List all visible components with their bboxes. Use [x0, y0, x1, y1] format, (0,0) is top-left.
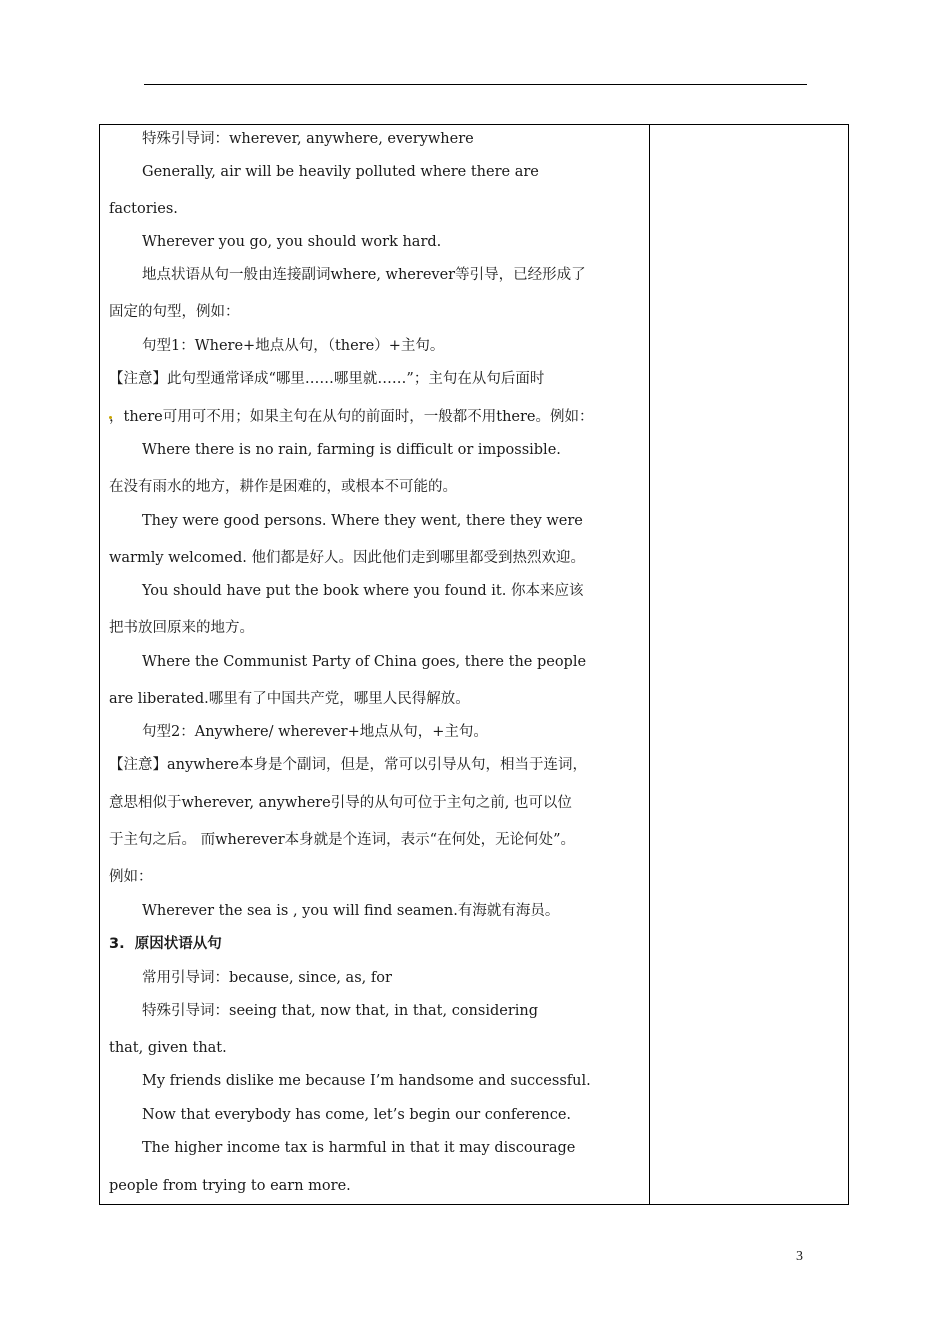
- text-line: 在没有雨水的地方，耕作是困难的，或根本不可能的。: [109, 479, 457, 495]
- page-number: 3: [796, 1249, 803, 1264]
- column-divider: [649, 125, 650, 1204]
- text-line: 于主句之后。 而wherever本身就是个连词，表示“在何处，无论何处”。: [109, 832, 575, 848]
- text-line: people from trying to earn more.: [109, 1178, 351, 1194]
- text-line: 常用引导词：because, since, as, for: [142, 970, 392, 986]
- text-line: Now that everybody has come, let’s begin our conference.: [142, 1107, 572, 1123]
- text-line: 地点状语从句一般由连接副词where, wherever等引导，已经形成了: [142, 267, 586, 283]
- text-line: The higher income tax is harmful in that it may discourage: [142, 1140, 576, 1156]
- text-line: 句型1：Where+地点从句，（there）+主句。: [142, 338, 445, 354]
- text-line: Where the Communist Party of China goes, there the people: [142, 654, 587, 670]
- text-line: warmly welcomed. 他们都是好人。因此他们走到哪里都受到热烈欢迎。: [109, 550, 585, 566]
- text-line: 【注意】anywhere本身是个副词，但是，常可以引导从句，相当于连词，: [109, 757, 588, 773]
- text-line: Where there is no rain, farming is difficult or impossible.: [142, 442, 561, 458]
- text-line: 把书放回原来的地方。: [109, 620, 254, 636]
- text-line: 例如：: [109, 869, 153, 885]
- text-line: Generally, air will be heavily polluted where there are: [142, 164, 539, 180]
- text-line: Wherever you go, you should work hard.: [142, 234, 442, 250]
- text-line: 【注意】此句型通常译成“哪里……哪里就……”；主句在从句后面时: [109, 371, 545, 387]
- text-line: They were good persons. Where they went, there they were: [142, 513, 583, 529]
- text-line: 固定的句型，例如：: [109, 304, 240, 320]
- text-line: 特殊引导词：wherever, anywhere, everywhere: [142, 131, 474, 147]
- text-line: factories.: [109, 201, 178, 217]
- text-line: Wherever the sea is , you will find seamen.有海就有海员。: [142, 903, 560, 919]
- text-line: My friends dislike me because I’m handsome and successful.: [142, 1073, 591, 1089]
- content-table: [99, 124, 849, 1205]
- text-line: ，there可用可不用；如果主句在从句的前面时，一般都不用there。例如：: [109, 409, 594, 425]
- text-line: You should have put the book where you found it. 你本来应该: [142, 583, 584, 599]
- text-line: are liberated.哪里有了中国共产党，哪里人民得解放。: [109, 691, 470, 707]
- section-heading: 3. 原因状语从句: [109, 936, 222, 952]
- text-line: 意思相似于wherever, anywhere引导的从句可位于主句之前, 也可以位: [109, 795, 572, 811]
- text-line: 句型2：Anywhere/ wherever+地点从句，+主句。: [142, 724, 488, 740]
- text-line: 特殊引导词：seeing that, now that, in that, considering: [142, 1003, 539, 1019]
- header-rule: [144, 84, 807, 85]
- text-line: that, given that.: [109, 1040, 227, 1056]
